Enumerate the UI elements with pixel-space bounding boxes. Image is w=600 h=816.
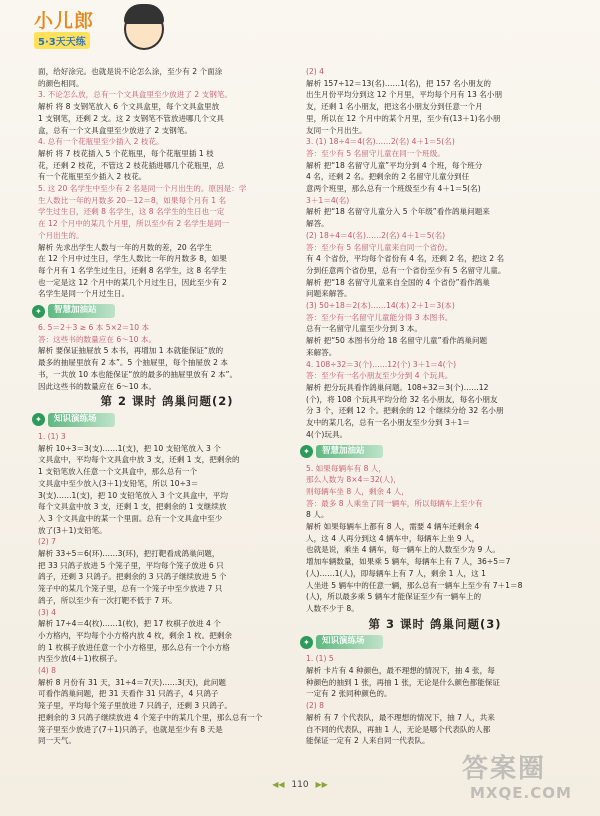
left-section-banner-1 — [32, 303, 296, 319]
text-line: 笼子中的某几个笼子里，总有一个笼子中至少放进 7 只 — [38, 584, 223, 594]
banner-icon: ✦ — [300, 445, 313, 458]
banner-title: 知识演练场 — [316, 635, 383, 649]
right-section-banner-1 — [300, 444, 564, 460]
text-line: 解析 把“18 名留守儿童分入 5 个年级”看作鸽巢问题来 — [306, 207, 490, 217]
text-line: 4(个)玩具。 — [306, 429, 348, 439]
next-arrow-icon: ▶▶ — [315, 780, 328, 789]
text-line: 分到任意两个省份里，总有一个省份至少有 5 名留守儿童。 — [306, 265, 506, 275]
text-line: (人)……1(人)，即每辆车上有 7 人，剩余 1 人，这 1 — [306, 568, 486, 578]
text-line: 那么人数为 8×4＝32(人)， — [306, 475, 401, 485]
text-line: 友，还剩 1 名小朋友，把这名小朋友分到任意一个月 — [306, 102, 483, 112]
text-line: 1 支铅笔放入任意一个文具盒中，那么总有一个 — [38, 467, 198, 477]
brand-logo — [28, 6, 148, 52]
text-line: 分 3 个，还剩 12 个。把剩余的 12 个继续分给 32 名小朋 — [306, 406, 504, 416]
banner-title: 智慧加油站 — [316, 445, 383, 459]
text-line: 答：这些书的数量应在 6～10 本。 — [38, 334, 157, 344]
text-line: 5. 这 20 名学生中至少有 2 名是同一个月出生的。原因是：学 — [38, 184, 247, 194]
brand-name: 小儿郎 — [34, 10, 95, 32]
text-line: (人)，所以最多乘 5 辆车才能保证至少有一辆车上的 — [306, 592, 482, 602]
text-line: 问题来解答。 — [306, 289, 352, 299]
right-section-banner-2 — [300, 634, 564, 650]
text-line: 放了(3＋1)支铅笔。 — [38, 525, 107, 535]
text-line: 解析 把“18 名留守儿童来自全国的 4 个省份”看作鸽巢 — [306, 277, 490, 287]
text-line: 3. 不论怎么放，总有一个文具盒里至少放进了 2 支钢笔。 — [38, 90, 232, 100]
text-line: 意两个班里，那么总有一个班级至少有 4＋1＝5(名) — [306, 184, 481, 194]
text-line: 人，这 4 人再分到这 4 辆车中，每辆车上坐 9 人， — [306, 533, 480, 543]
text-line: 来解答。 — [306, 347, 337, 357]
text-line: 人坐进 5 辆车中的任意一辆，那么总有一辆车上至少有 7＋1＝8 — [306, 580, 523, 590]
text-line: 鸽子，所以至少有一次打靶不低于 7 环。 — [38, 595, 177, 605]
text-line: 每个月有 1 名学生过生日，还剩 8 名学生，这 8 名学生 — [38, 265, 227, 275]
text-line: (2) 7 — [38, 537, 57, 547]
text-line: 盒，总有一个文具盒里至少放进了 2 支钢笔。 — [38, 125, 192, 135]
text-line: (4) 8 — [38, 666, 57, 676]
text-line: 种颜色的抽到 1 张，再抽 1 张，无论是什么颜色都能保证 — [306, 677, 500, 687]
lesson-title-3: 第 3 课时 鸽巢问题(3) — [368, 616, 502, 631]
text-line: 解析 把“18 名留守儿童”平均分到 4 个班，每个班分 — [306, 160, 483, 170]
text-line: 1. (1) 5 — [306, 654, 334, 664]
text-line: (2) 8 — [306, 701, 325, 711]
text-line: 答：至少有一名小朋友至少分到 4 个玩具。 — [306, 371, 453, 381]
text-line: 5. 如果每辆车有 8 人， — [306, 463, 387, 473]
text-line: 3. (1) 18÷4＝4(名)……2(名) 4＋1＝5(名) — [306, 137, 455, 147]
text-line: 总有一名留守儿童至少分到 3 本。 — [306, 324, 422, 334]
text-line: 书，一共放 10 本也能保证“放的最多的抽屉里放有 2 本”。 — [38, 369, 238, 379]
text-line: 的颜色相同。 — [38, 78, 84, 88]
left-answer-block-2 — [38, 322, 296, 392]
text-line: 3＋1＝4(名) — [306, 195, 350, 205]
text-line: 把 33 只鸽子放进 5 个笼子里，平均每个笼子放进 6 只 — [38, 560, 224, 570]
watermark-title: 答案圈 — [462, 754, 547, 784]
left-answer-block-3 — [38, 431, 296, 747]
text-line: 面，给好涂完。也就是说不论怎么涂，至少有 2 个面涂 — [38, 67, 223, 76]
text-line: 可看作鸽巢问题，把 31 天看作 31 只鸽子，4 只鸽子 — [38, 689, 219, 699]
watermark — [462, 748, 586, 806]
text-line: 解析 把“50 本图书分给 18 名留守儿童”看作鸽巢问题 — [306, 336, 488, 346]
text-line: 1 支钢笔，还剩 2 支。这 2 支钢笔不管放进哪几个文具 — [38, 113, 225, 123]
text-line: 解析 有 7 个代表队，最不理想的情况下，抽 7 人，共来 — [306, 712, 495, 722]
text-line: 解析 如果每辆车上都有 8 人，需要 4 辆车还剩余 4 — [306, 522, 480, 532]
text-line: 在 12 个月中的某几个月里，所以至少有 2 名学生是同一 — [38, 219, 230, 229]
mascot-icon — [124, 8, 164, 50]
text-line: 4. 总有一个花瓶里至少插入 2 枝花。 — [38, 137, 164, 147]
text-line: 有一个花瓶里至少插入 2 枝花。 — [38, 172, 147, 182]
lesson-title-2: 第 2 课时 鸽巢问题(2) — [100, 394, 234, 409]
text-line: 6. 5＝2＋3 ≥ 6 本 5×2＝10 本 — [38, 323, 150, 333]
prev-arrow-icon: ◀◀ — [272, 780, 285, 789]
text-line: 增加车辆数量，如果乘 5 辆车，每辆车上有 7 人，36÷5＝7 — [306, 557, 511, 567]
text-line: 个月出生的。 — [38, 230, 84, 240]
watermark-url: MXQE.COM — [470, 784, 572, 802]
text-line: 的 1 枚棋子放进任意一个小方格里，那么总有一个小方格 — [38, 642, 230, 652]
text-line: 解析 要保证抽屉放 5 本书，再增加 1 本就能保证“放的 — [38, 346, 224, 356]
text-line: 解析 先求出学生人数与一年的月数的差，20 名学生 — [38, 242, 212, 252]
right-column — [303, 66, 564, 747]
text-line: 答：至少有一名留守儿童能分得 3 本图书。 — [306, 312, 453, 322]
text-line: 解析 157÷12＝13(名)……1(名)，把 157 名小朋友的 — [306, 78, 491, 88]
text-line: 4 名，还剩 2 名。把剩余的 2 名留守儿童分到任 — [306, 172, 470, 182]
text-line: 一定有 2 张同种颜色的。 — [306, 689, 392, 699]
text-line: 出生月份平均分到这 12 个月里，平均每个月有 13 名小朋 — [306, 90, 503, 100]
text-line: 则每辆车坐 8 人，剩余 4 人， — [306, 486, 409, 496]
text-line: 解析 将 8 支钢笔放入 6 个文具盒里，每个文具盒里放 — [38, 102, 220, 112]
text-line: 3(支)……1(支)，把 10 支铅笔放入 3 个文具盒中，平均 — [38, 490, 228, 500]
left-answer-block-1 — [38, 66, 296, 300]
text-line: 解析 33÷5＝6(环)……3(环)，把打靶看成鸽巢问题， — [38, 549, 220, 559]
text-line: 自不同的代表队，再抽 1 人，无论是哪个代表队的人都 — [306, 724, 491, 734]
text-line: 也一定是这 12 个月中的某几个月过生日，因此至少有 2 — [38, 277, 227, 287]
text-line: 名学生是同一个月过生日。 — [38, 289, 130, 299]
left-section-banner-2 — [32, 412, 296, 428]
text-line: 有 4 个省份，平均每个省份有 4 名，还剩 2 名，把这 2 名 — [306, 254, 505, 264]
text-line: 能保证一定有 2 人来自同一代表队。 — [306, 736, 430, 746]
text-line: (个)，将 108 个玩具平均分给 32 名小朋友，每名小朋友 — [306, 394, 498, 404]
text-line: 在 12 个月中过生日，学生人数比一年的月数多 8，如果 — [38, 254, 227, 264]
text-line: 8 人。 — [306, 510, 329, 520]
text-line: 4. 108÷32＝3(个)……12(个) 3＋1＝4(个) — [306, 359, 457, 369]
text-line: 答：至少有 5 名留守儿童来自同一个省份。 — [306, 242, 453, 252]
text-line: 解答。 — [306, 219, 329, 229]
text-line: 解析 10÷3＝3(支)……1(支)，把 10 支铅笔放入 3 个 — [38, 443, 221, 453]
banner-title: 知识演练场 — [48, 413, 115, 427]
text-line: 学生过生日，还剩 8 名学生，这 8 名学生的生日也一定 — [38, 207, 225, 217]
text-line: 同一天气。 — [38, 736, 76, 746]
right-answer-block-2 — [306, 463, 564, 615]
left-column — [35, 66, 296, 747]
text-line: 笼子里至少放进了(7＋1)只鸽子，也就是至少有 8 天是 — [38, 724, 223, 734]
text-line: 答：最多 8 人乘坐了同一辆车，所以每辆车上至少有 — [306, 498, 483, 508]
text-line: 解析 8 月份有 31 天，31÷4＝7(天)……3(天)，此问题 — [38, 677, 227, 687]
page-number: 110 — [291, 780, 309, 790]
text-line: 因此这些书的数量应在 6～10 本。 — [38, 381, 157, 391]
text-line: 人数不少于 8。 — [306, 603, 359, 613]
text-line: 解析 把分玩具看作鸽巢问题。108÷32＝3(个)……12 — [306, 382, 489, 392]
text-line: 里，所以在 12 个月中的某个月里，至少有(13＋1)名小朋 — [306, 113, 501, 123]
text-line: 解析 17÷4＝4(枚)……1(枚)，把 17 枚棋子放进 4 个 — [38, 619, 221, 629]
banner-icon: ✦ — [32, 305, 45, 318]
right-answer-block-1 — [306, 66, 564, 441]
banner-icon: ✦ — [300, 636, 313, 649]
text-line: 最多的抽屉里放有 2 本”。5 个抽屉里，每个抽屉放 2 本 — [38, 358, 228, 368]
text-line: 文具盒中至少放入(3＋1)支铅笔，所以 10÷3＝ — [38, 478, 199, 488]
text-line: 把剩余的 3 只鸽子继续放进 4 个笼子中的某几个里，那么总有一个 — [38, 712, 263, 722]
text-line: 每个文具盒中放 3 支，还剩 1 支，把剩余的 1 支继续放 — [38, 502, 227, 512]
text-line: 内至少放(4＋1)枚棋子。 — [38, 654, 122, 664]
text-line: 也就是说，乘坐 4 辆车，每一辆车上的人数至少为 9 人。 — [306, 545, 500, 555]
text-line: 解析 卡片有 4 种颜色，最不理想的情况下，抽 4 张，每 — [306, 666, 495, 676]
text-line: 花，还剩 2 枝花，不管这 2 枝花插进哪几个花瓶里，总 — [38, 160, 225, 170]
text-line: 入 3 个文具盒中的某一个里面。总有一个文具盒中至少 — [38, 513, 223, 523]
text-line: 答：至少有 5 名留守儿童在同一个班级。 — [306, 148, 445, 158]
text-line: 友同一个月出生。 — [306, 125, 367, 135]
text-line: 文具盒中，平均每个文具盒中放 3 支，还剩 1 支，把剩余的 — [38, 455, 240, 465]
text-line: 友中的某几名，总有一名小朋友至少分到 3＋1＝ — [306, 418, 470, 428]
text-line: 小方格内，平均每个小方格内放 4 枚，剩余 1 枚。把剩余 — [38, 630, 232, 640]
text-line: (2) 18÷4＝4(名)……2(名) 4＋1＝5(名) — [306, 230, 446, 240]
text-line: (2) 4 — [306, 67, 325, 76]
text-line: 笼子里，平均每个笼子里放进 7 只鸽子，还剩 3 只鸽子。 — [38, 701, 232, 711]
text-line: 解析 将 7 枝花插入 5 个花瓶里，每个花瓶里插 1 枝 — [38, 148, 214, 158]
text-line: (3) 4 — [38, 607, 57, 617]
text-line: (3) 50÷18＝2(本)……14(本) 2＋1＝3(本) — [306, 301, 455, 311]
text-line: 1. (1) 3 — [38, 431, 66, 441]
right-answer-block-3 — [306, 653, 564, 747]
text-line: 鸽子，还剩 3 只鸽子。把剩余的 3 只鸽子继续放进 5 个 — [38, 572, 227, 582]
text-line: 生人数比一年的月数多 20－12＝8，如果每个月有 1 名 — [38, 195, 227, 205]
banner-icon: ✦ — [32, 413, 45, 426]
brand-series: 5·3天天练 — [34, 32, 90, 49]
banner-title: 智慧加油站 — [48, 304, 115, 318]
